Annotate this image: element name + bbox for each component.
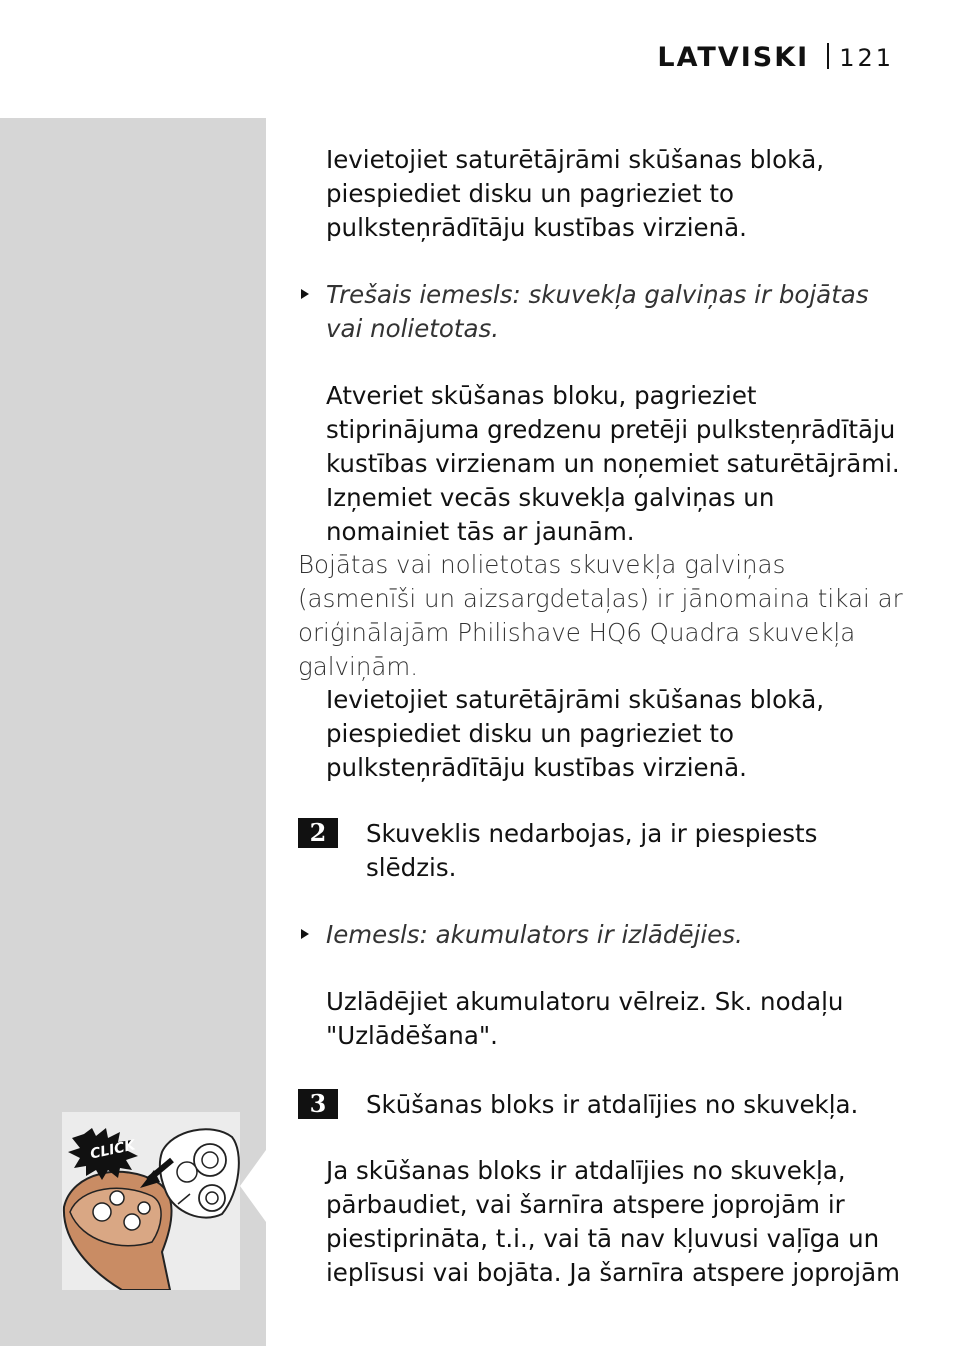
instruction-refit-2: Ievietojiet saturētājrāmi skūšanas blokā, piespiediet disku un pagrieziet to pulksteņrādītāju kustības virzienā. [326,685,825,782]
step-number-3: 3 [298,1089,338,1119]
instruction-replace-heads: Atveriet skūšanas bloku, pagrieziet stiprinājuma gredzenu pretēji pulksteņrādītāju kustības virzienam un noņemiet saturētājrāmi. Izņemiet vecās skuvekļa galviņas un nomainiet tās ar jaunām. [326,381,900,546]
note-original-heads: Bojātas vai nolietotas skuvekļa galviņas (asmenīši un aizsargdetaļas) ir jānomaina tikai ar oriģinālajām Philishave HQ6 Quadra skuvekļa galviņām. [298,550,903,681]
cause-worn-heads: Trešais iemesls: skuvekļa galviņas ir bojātas vai nolietotas. [326,280,869,343]
instruction-check-hinge: Ja skūšanas bloks ir atdalījies no skuvekļa, pārbaudiet, vai šarnīra atspere joprojām ir piestiprināta, t.i., vai tā nav kļuvusi vaļīga un ieplīsusi vai bojāta. Ja šarnīra atspere joprojām [326,1156,900,1287]
bullet-arrow-icon [301,289,309,299]
instruction-refit-1: Ievietojiet saturētājrāmi skūšanas blokā, piespiediet disku un pagrieziet to pulksteņrādītāju kustības virzienā. [326,145,825,242]
shaver-click-illustration [62,1112,240,1290]
header-separator [827,43,829,69]
step-number-2: 2 [298,818,338,848]
instruction-recharge: Uzlādējiet akumulatoru vēlreiz. Sk. nodaļu "Uzlādēšana". [326,987,844,1050]
shaver-icon [62,1112,240,1290]
problem-unit-detached: Skūšanas bloks ir atdalījies no skuvekļa. [366,1090,859,1119]
illustration-pointer [240,1150,266,1222]
problem-switch-locked: Skuveklis nedarbojas, ja ir piespiests slēdzis. [366,819,818,882]
language-label: LATVISKI [657,42,810,73]
bullet-arrow-icon [301,929,309,939]
click-label: CLICK [88,1137,137,1163]
page-header [657,40,894,73]
page-number: 121 [839,44,894,72]
cause-battery-empty: Iemesls: akumulators ir izlādējies. [326,920,743,949]
